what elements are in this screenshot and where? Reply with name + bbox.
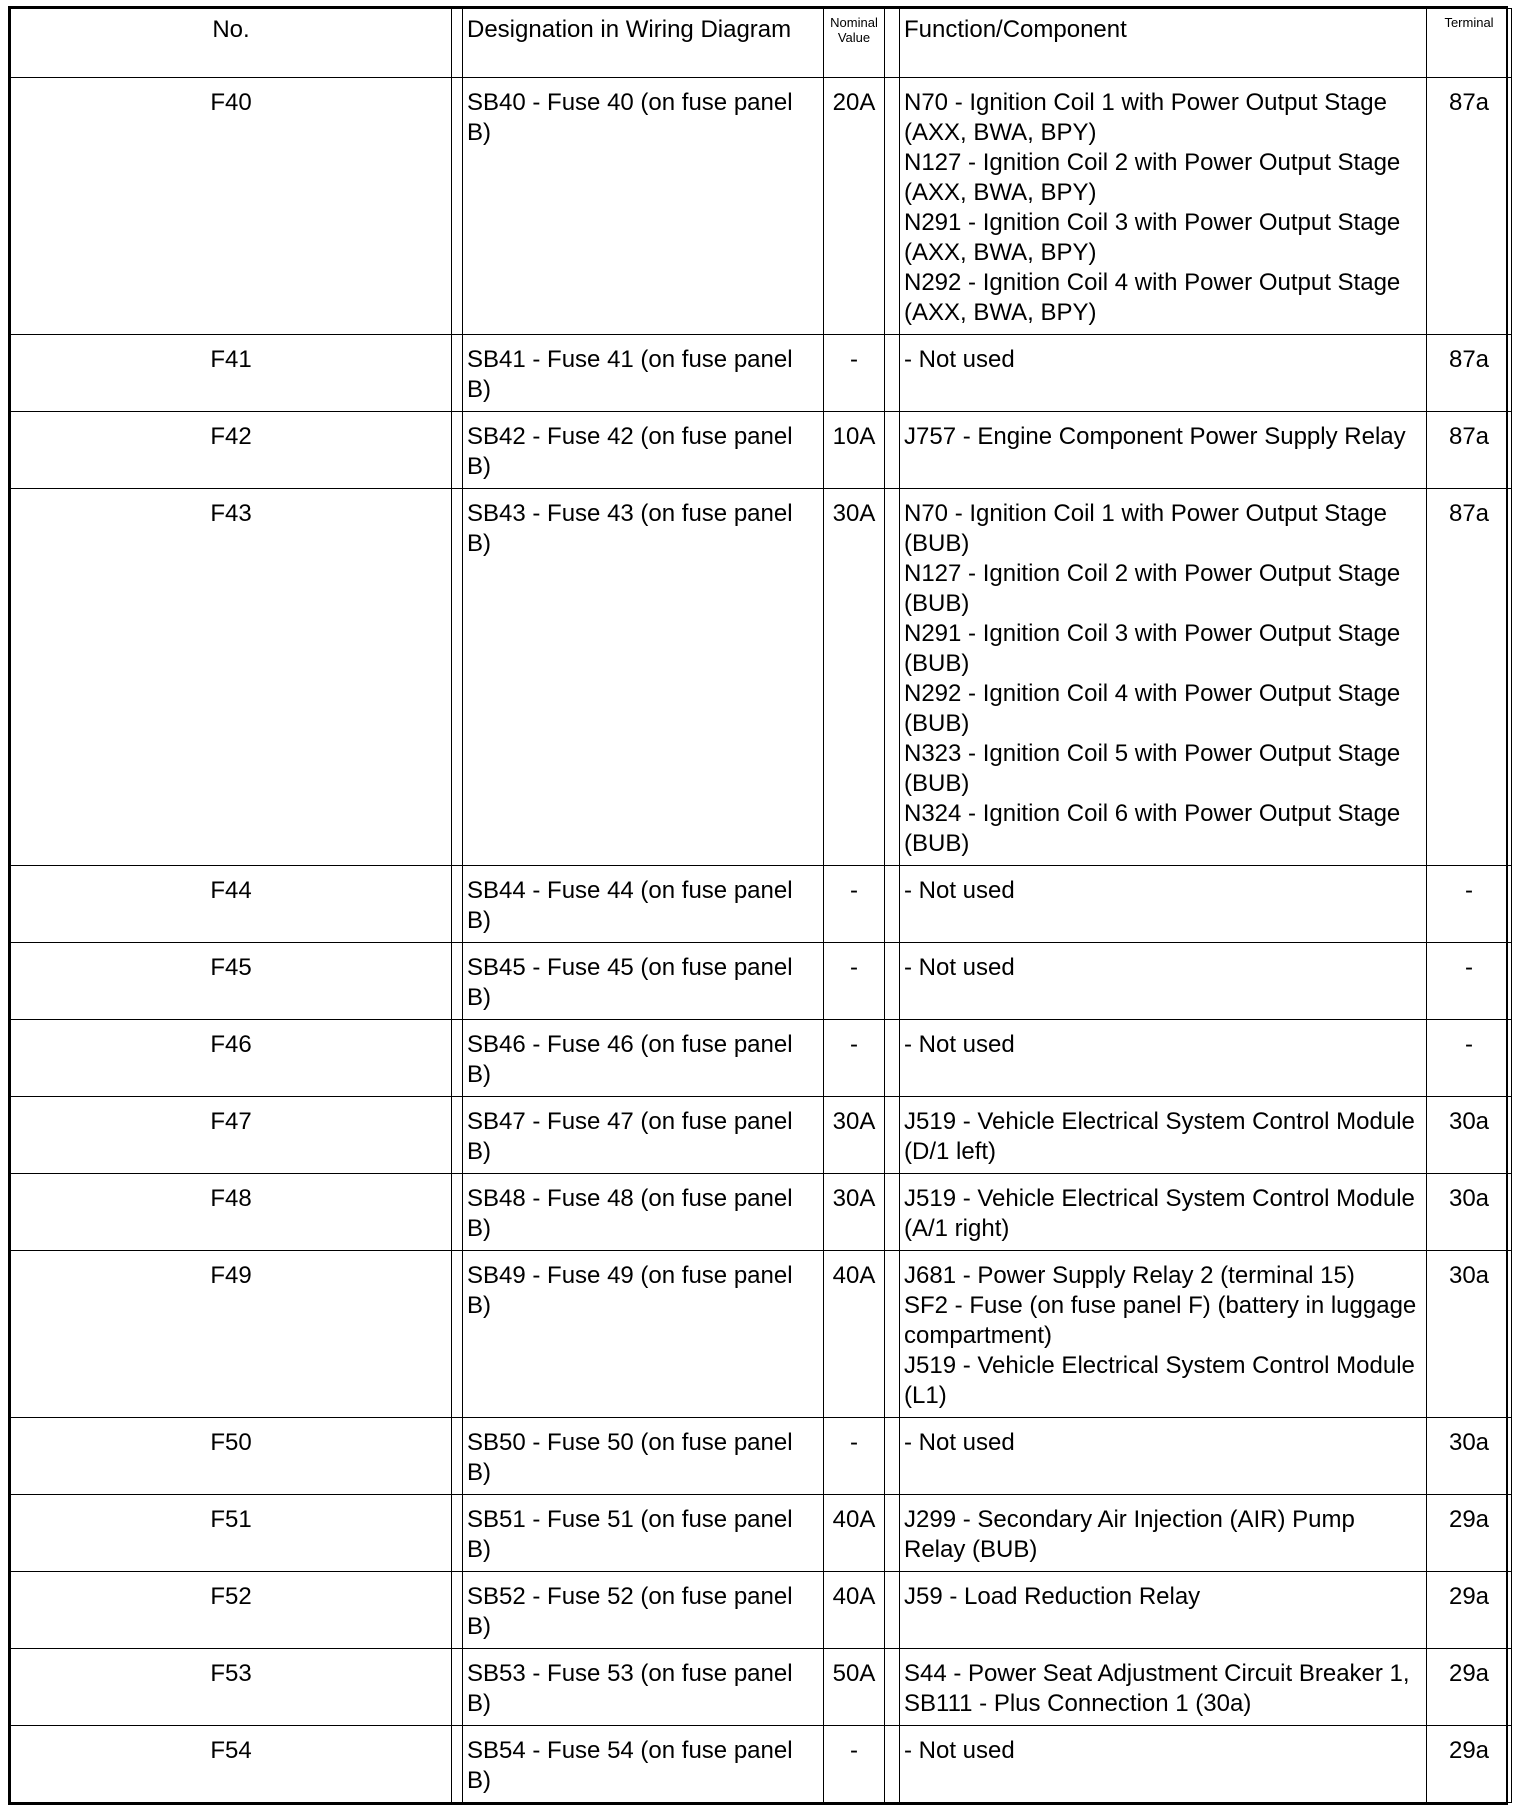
fuse-table bbox=[10, 8, 1512, 1803]
function-component bbox=[900, 866, 1427, 943]
table-row bbox=[11, 1495, 1512, 1572]
fuse-number: F40 bbox=[11, 78, 452, 335]
function-component bbox=[900, 78, 1427, 335]
table-row bbox=[11, 335, 1512, 412]
spacer-cell bbox=[452, 489, 463, 866]
function-line: N70 - Ignition Coil 1 with Power Output Stage (BUB) bbox=[904, 500, 1387, 557]
spacer-cell bbox=[452, 1495, 463, 1572]
function-line: N324 - Ignition Coil 6 with Power Output Stage (BUB) bbox=[904, 800, 1401, 857]
function-line: N291 - Ignition Coil 3 with Power Output Stage (AXX, BWA, BPY) bbox=[904, 209, 1401, 266]
fuse-designation: SB54 - Fuse 54 (on fuse panel B) bbox=[463, 1726, 824, 1803]
fuse-designation: SB46 - Fuse 46 (on fuse panel B) bbox=[463, 1020, 824, 1097]
function-line: J519 - Vehicle Electrical System Control Module (L1) bbox=[904, 1352, 1415, 1409]
function-component bbox=[900, 943, 1427, 1020]
spacer-cell bbox=[452, 78, 463, 335]
function-line: N292 - Ignition Coil 4 with Power Output Stage (AXX, BWA, BPY) bbox=[904, 269, 1401, 326]
nominal-value: 20A bbox=[824, 78, 885, 335]
spacer-cell bbox=[885, 489, 900, 866]
spacer-cell bbox=[885, 1418, 900, 1495]
spacer-cell bbox=[452, 1726, 463, 1803]
terminal: 87a bbox=[1427, 335, 1512, 412]
spacer-cell bbox=[885, 1251, 900, 1418]
fuse-number: F51 bbox=[11, 1495, 452, 1572]
spacer-cell bbox=[885, 78, 900, 335]
function-component bbox=[900, 1649, 1427, 1726]
nominal-value: 30A bbox=[824, 489, 885, 866]
spacer-cell bbox=[885, 9, 900, 78]
table-row bbox=[11, 1097, 1512, 1174]
spacer-cell bbox=[885, 1495, 900, 1572]
fuse-number: F49 bbox=[11, 1251, 452, 1418]
function-line: - Not used bbox=[904, 877, 1015, 904]
function-line: J757 - Engine Component Power Supply Relay bbox=[904, 423, 1406, 450]
header-no: No. bbox=[11, 9, 452, 78]
table-row bbox=[11, 1649, 1512, 1726]
table-row bbox=[11, 1174, 1512, 1251]
terminal: 29a bbox=[1427, 1726, 1512, 1803]
terminal: - bbox=[1427, 943, 1512, 1020]
table-row bbox=[11, 943, 1512, 1020]
terminal: 30a bbox=[1427, 1174, 1512, 1251]
fuse-designation: SB40 - Fuse 40 (on fuse panel B) bbox=[463, 78, 824, 335]
spacer-cell bbox=[452, 1097, 463, 1174]
function-line: - Not used bbox=[904, 1737, 1015, 1764]
function-component bbox=[900, 1418, 1427, 1495]
fuse-number: F41 bbox=[11, 335, 452, 412]
spacer-cell bbox=[452, 1572, 463, 1649]
spacer-cell bbox=[885, 943, 900, 1020]
fuse-designation: SB50 - Fuse 50 (on fuse panel B) bbox=[463, 1418, 824, 1495]
fuse-number: F53 bbox=[11, 1649, 452, 1726]
function-line: N291 - Ignition Coil 3 with Power Output Stage (BUB) bbox=[904, 620, 1401, 677]
terminal: 30a bbox=[1427, 1418, 1512, 1495]
function-line: SF2 - Fuse (on fuse panel F) (battery in luggage compartment) bbox=[904, 1292, 1417, 1349]
nominal-value: 10A bbox=[824, 412, 885, 489]
fuse-designation: SB44 - Fuse 44 (on fuse panel B) bbox=[463, 866, 824, 943]
nominal-value: 40A bbox=[824, 1251, 885, 1418]
spacer-cell bbox=[885, 1020, 900, 1097]
function-component bbox=[900, 412, 1427, 489]
function-line: J519 - Vehicle Electrical System Control Module (D/1 left) bbox=[904, 1108, 1415, 1165]
fuse-number: F48 bbox=[11, 1174, 452, 1251]
fuse-designation: SB52 - Fuse 52 (on fuse panel B) bbox=[463, 1572, 824, 1649]
function-component bbox=[900, 1251, 1427, 1418]
fuse-designation: SB45 - Fuse 45 (on fuse panel B) bbox=[463, 943, 824, 1020]
function-line: - Not used bbox=[904, 954, 1015, 981]
header-designation: Designation in Wiring Diagram bbox=[463, 9, 824, 78]
function-line: S44 - Power Seat Adjustment Circuit Breaker 1, bbox=[904, 1660, 1410, 1687]
terminal: - bbox=[1427, 866, 1512, 943]
spacer-cell bbox=[452, 1174, 463, 1251]
terminal: 29a bbox=[1427, 1572, 1512, 1649]
fuse-number: F47 bbox=[11, 1097, 452, 1174]
spacer-cell bbox=[885, 1572, 900, 1649]
spacer-cell bbox=[452, 335, 463, 412]
header-function: Function/Component bbox=[900, 9, 1427, 78]
nominal-value: 30A bbox=[824, 1097, 885, 1174]
fuse-number: F42 bbox=[11, 412, 452, 489]
fuse-table-container bbox=[8, 6, 1508, 1805]
function-component bbox=[900, 335, 1427, 412]
header-terminal: Terminal bbox=[1427, 9, 1512, 78]
fuse-designation: SB53 - Fuse 53 (on fuse panel B) bbox=[463, 1649, 824, 1726]
function-component bbox=[900, 1097, 1427, 1174]
table-row bbox=[11, 1251, 1512, 1418]
table-row bbox=[11, 866, 1512, 943]
spacer-cell bbox=[452, 1649, 463, 1726]
fuse-designation: SB49 - Fuse 49 (on fuse panel B) bbox=[463, 1251, 824, 1418]
spacer-cell bbox=[885, 1097, 900, 1174]
fuse-designation: SB41 - Fuse 41 (on fuse panel B) bbox=[463, 335, 824, 412]
spacer-cell bbox=[885, 335, 900, 412]
nominal-value: - bbox=[824, 1418, 885, 1495]
spacer-cell bbox=[885, 1174, 900, 1251]
function-component bbox=[900, 1572, 1427, 1649]
function-component bbox=[900, 1726, 1427, 1803]
function-line: J519 - Vehicle Electrical System Control Module (A/1 right) bbox=[904, 1185, 1415, 1242]
spacer-cell bbox=[452, 1020, 463, 1097]
function-line: SB111 - Plus Connection 1 (30a) bbox=[904, 1690, 1252, 1717]
spacer-cell bbox=[885, 412, 900, 489]
terminal: 87a bbox=[1427, 78, 1512, 335]
function-line: N127 - Ignition Coil 2 with Power Output Stage (AXX, BWA, BPY) bbox=[904, 149, 1401, 206]
function-component bbox=[900, 1174, 1427, 1251]
terminal: 87a bbox=[1427, 412, 1512, 489]
terminal: 29a bbox=[1427, 1495, 1512, 1572]
function-line: - Not used bbox=[904, 346, 1015, 373]
function-line: J299 - Secondary Air Injection (AIR) Pump Relay (BUB) bbox=[904, 1506, 1355, 1563]
fuse-designation: SB42 - Fuse 42 (on fuse panel B) bbox=[463, 412, 824, 489]
table-row bbox=[11, 1572, 1512, 1649]
function-line: N323 - Ignition Coil 5 with Power Output Stage (BUB) bbox=[904, 740, 1401, 797]
fuse-designation: SB51 - Fuse 51 (on fuse panel B) bbox=[463, 1495, 824, 1572]
function-line: J59 - Load Reduction Relay bbox=[904, 1583, 1201, 1610]
fuse-number: F54 bbox=[11, 1726, 452, 1803]
spacer-cell bbox=[452, 866, 463, 943]
nominal-value: - bbox=[824, 1726, 885, 1803]
fuse-number: F45 bbox=[11, 943, 452, 1020]
function-component bbox=[900, 1495, 1427, 1572]
function-line: J681 - Power Supply Relay 2 (terminal 15) bbox=[904, 1262, 1355, 1289]
fuse-number: F43 bbox=[11, 489, 452, 866]
terminal: 87a bbox=[1427, 489, 1512, 866]
function-line: N70 - Ignition Coil 1 with Power Output Stage (AXX, BWA, BPY) bbox=[904, 89, 1387, 146]
fuse-number: F44 bbox=[11, 866, 452, 943]
nominal-value: - bbox=[824, 866, 885, 943]
fuse-designation: SB47 - Fuse 47 (on fuse panel B) bbox=[463, 1097, 824, 1174]
function-line: - Not used bbox=[904, 1429, 1015, 1456]
function-line: - Not used bbox=[904, 1031, 1015, 1058]
spacer-cell bbox=[452, 9, 463, 78]
terminal: 30a bbox=[1427, 1251, 1512, 1418]
fuse-number: F46 bbox=[11, 1020, 452, 1097]
fuse-number: F50 bbox=[11, 1418, 452, 1495]
table-row bbox=[11, 1726, 1512, 1803]
terminal: 30a bbox=[1427, 1097, 1512, 1174]
function-component bbox=[900, 489, 1427, 866]
nominal-value: - bbox=[824, 1020, 885, 1097]
header-nominal-value: Nominal Value bbox=[824, 9, 885, 78]
fuse-number: F52 bbox=[11, 1572, 452, 1649]
spacer-cell bbox=[885, 866, 900, 943]
spacer-cell bbox=[885, 1649, 900, 1726]
header-row bbox=[11, 9, 1512, 78]
table-body bbox=[11, 78, 1512, 1803]
fuse-designation: SB48 - Fuse 48 (on fuse panel B) bbox=[463, 1174, 824, 1251]
table-row bbox=[11, 1020, 1512, 1097]
spacer-cell bbox=[452, 1418, 463, 1495]
spacer-cell bbox=[885, 1726, 900, 1803]
table-row bbox=[11, 489, 1512, 866]
nominal-value: 40A bbox=[824, 1572, 885, 1649]
spacer-cell bbox=[452, 943, 463, 1020]
nominal-value: - bbox=[824, 943, 885, 1020]
spacer-cell bbox=[452, 412, 463, 489]
table-row bbox=[11, 412, 1512, 489]
nominal-value: 30A bbox=[824, 1174, 885, 1251]
nominal-value: 40A bbox=[824, 1495, 885, 1572]
fuse-designation: SB43 - Fuse 43 (on fuse panel B) bbox=[463, 489, 824, 866]
function-component bbox=[900, 1020, 1427, 1097]
nominal-value: 50A bbox=[824, 1649, 885, 1726]
nominal-value: - bbox=[824, 335, 885, 412]
function-line: N292 - Ignition Coil 4 with Power Output Stage (BUB) bbox=[904, 680, 1401, 737]
terminal: - bbox=[1427, 1020, 1512, 1097]
terminal: 29a bbox=[1427, 1649, 1512, 1726]
table-row bbox=[11, 78, 1512, 335]
function-line: N127 - Ignition Coil 2 with Power Output Stage (BUB) bbox=[904, 560, 1401, 617]
spacer-cell bbox=[452, 1251, 463, 1418]
table-row bbox=[11, 1418, 1512, 1495]
